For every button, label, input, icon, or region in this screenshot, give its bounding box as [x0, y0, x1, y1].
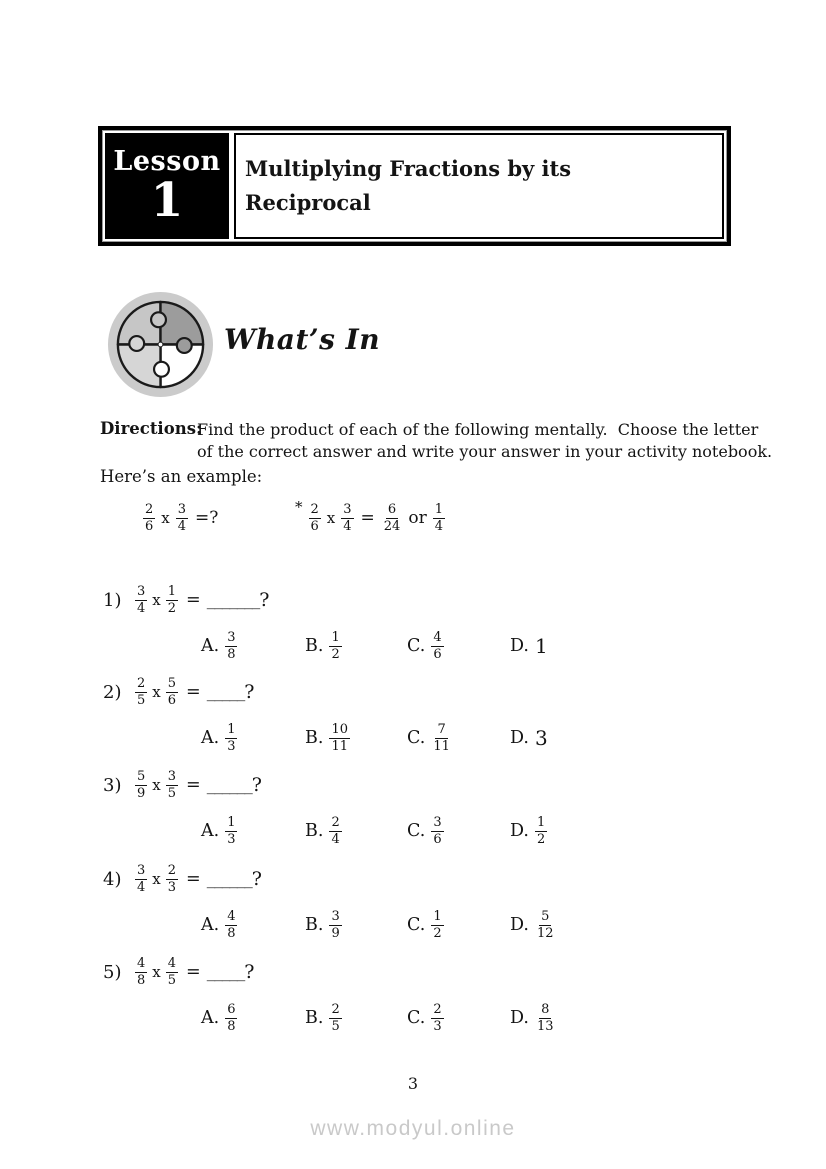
- question-number: 4): [103, 868, 122, 890]
- fraction: $\frac{8}{13}$: [536, 1001, 554, 1034]
- options-row: [103, 624, 728, 668]
- option-b: B. $\frac{3}{9}$: [305, 908, 340, 941]
- directions-line-2: of the correct answer and write your answer in your activity notebook.: [197, 442, 773, 462]
- fraction: $\frac{2}{5}$: [331, 1001, 340, 1034]
- directions-label: Directions:: [100, 419, 203, 438]
- equals-sign: =: [360, 508, 375, 528]
- fraction: $\frac{5}{6}$: [167, 675, 177, 708]
- option-c: C. $\frac{1}{2}$: [407, 908, 442, 941]
- option-a: A. $\frac{4}{8}$: [201, 908, 236, 941]
- answer-blank: _______: [206, 590, 260, 610]
- equals-sign: =: [186, 682, 201, 702]
- directions-text: [197, 419, 772, 464]
- lesson-title-line-1: Multiplying Fractions by its: [245, 156, 572, 182]
- fraction: $\frac{2}{3}$: [433, 1001, 442, 1034]
- whole-number-answer: 1: [534, 634, 548, 658]
- question-line: [103, 763, 728, 807]
- question-line: [103, 857, 728, 901]
- option-d: D. 3: [510, 726, 548, 750]
- fraction: $\frac{1}{2}$: [433, 908, 442, 941]
- fraction: $\frac{1}{2}$: [167, 583, 177, 616]
- equals-sign: =: [186, 869, 201, 889]
- option-b: B. $\frac{2}{4}$: [305, 814, 340, 847]
- fraction: $\frac{5}{9}$: [137, 768, 146, 801]
- question-mark: ?: [259, 589, 270, 611]
- multiply-sign: x: [152, 870, 161, 888]
- equals-sign: =: [186, 962, 201, 982]
- fraction: $\frac{4}{8}$: [137, 955, 146, 988]
- option-b: B. $\frac{1}{2}$: [305, 629, 340, 662]
- option-d: D. $\frac{5}{12}$: [510, 908, 554, 941]
- lesson-title-line-2: Reciprocal: [245, 190, 371, 215]
- options-row: [103, 903, 728, 947]
- fraction: $\frac{4}{5}$: [167, 955, 177, 988]
- options-row: [103, 716, 728, 760]
- question-2: [103, 670, 728, 760]
- option-d: D. 1: [510, 634, 548, 658]
- option-d: D. $\frac{1}{2}$: [510, 814, 546, 847]
- option-b: B. $\frac{10}{11}$: [305, 721, 348, 754]
- fraction: $\frac{2}{4}$: [331, 814, 340, 847]
- question-number: 2): [103, 681, 122, 703]
- options-row: [103, 809, 728, 853]
- example-problem: [143, 496, 218, 540]
- whole-number-answer: 3: [534, 726, 548, 750]
- fraction: $\frac{3}{4}$: [137, 583, 146, 616]
- example-solution: [295, 496, 445, 540]
- asterisk: *: [295, 498, 303, 516]
- question-5: [103, 950, 728, 1040]
- option-a: A. $\frac{1}{3}$: [201, 814, 236, 847]
- fraction: $\frac{2}{6}$: [310, 501, 319, 534]
- fraction: $\frac{1}{3}$: [227, 814, 236, 847]
- multiply-sign: x: [326, 509, 336, 527]
- option-d: D. $\frac{8}{13}$: [510, 1001, 554, 1034]
- question-4: [103, 857, 728, 947]
- fraction: $\frac{3}{6}$: [433, 814, 442, 847]
- answer-blank: _____: [206, 962, 245, 982]
- fraction: $\frac{6}{24}$: [383, 501, 401, 534]
- watermark: www.modyul.online: [310, 1117, 516, 1140]
- question-1: [103, 578, 728, 668]
- question-number: 3): [103, 774, 122, 796]
- answer-blank: _____: [206, 682, 245, 702]
- fraction: $\frac{6}{8}$: [227, 1001, 236, 1034]
- question-mark: ?: [251, 774, 262, 796]
- question-mark: ?: [251, 868, 262, 890]
- question-line: [103, 670, 728, 714]
- fraction: $\frac{2}{6}$: [145, 501, 154, 534]
- question-mark: ?: [244, 681, 255, 703]
- fraction: $\frac{5}{12}$: [536, 908, 554, 941]
- lesson-label: Lesson: [113, 146, 221, 178]
- question-line: [103, 950, 728, 994]
- section-title: What’s In: [224, 323, 381, 356]
- multiply-sign: x: [161, 509, 170, 527]
- answer-blank: ______: [206, 869, 252, 889]
- question-line: [103, 578, 728, 622]
- fraction: $\frac{3}{4}$: [343, 501, 352, 534]
- puzzle-icon: [106, 290, 215, 399]
- option-c: C. $\frac{3}{6}$: [407, 814, 442, 847]
- multiply-sign: x: [152, 963, 161, 981]
- option-b: B. $\frac{2}{5}$: [305, 1001, 340, 1034]
- fraction: $\frac{4}{8}$: [227, 908, 236, 941]
- option-c: C. $\frac{7}{11}$: [407, 721, 450, 754]
- multiply-sign: x: [152, 683, 161, 701]
- equals-question: =?: [195, 508, 219, 528]
- option-c: C. $\frac{2}{3}$: [407, 1001, 442, 1034]
- or-word: or: [408, 508, 427, 528]
- lesson-header: [98, 126, 731, 246]
- lesson-number-box: [105, 133, 229, 239]
- directions: [100, 419, 772, 464]
- lesson-title-box: [234, 133, 724, 239]
- fraction: $\frac{7}{11}$: [433, 721, 450, 754]
- answer-blank: ______: [206, 775, 252, 795]
- option-a: A. $\frac{6}{8}$: [201, 1001, 236, 1034]
- fraction: $\frac{3}{9}$: [331, 908, 340, 941]
- fraction: $\frac{3}{8}$: [227, 629, 236, 662]
- directions-line-1: Find the product of each of the following mentally. Choose the letter: [197, 420, 759, 439]
- multiply-sign: x: [152, 776, 161, 794]
- fraction: $\frac{1}{2}$: [536, 814, 546, 847]
- fraction: $\frac{2}{5}$: [137, 675, 146, 708]
- fraction: $\frac{4}{6}$: [433, 629, 442, 662]
- page-number: 3: [407, 1074, 419, 1093]
- multiply-sign: x: [152, 591, 161, 609]
- example-row: [0, 496, 826, 540]
- fraction: $\frac{1}{4}$: [434, 501, 443, 534]
- option-c: C. $\frac{4}{6}$: [407, 629, 442, 662]
- options-row: [103, 996, 728, 1040]
- question-3: [103, 763, 728, 853]
- lesson-number: 1: [150, 172, 184, 228]
- fraction: $\frac{3}{4}$: [137, 862, 146, 895]
- example-intro: Here’s an example:: [100, 467, 263, 486]
- fraction: $\frac{3}{4}$: [177, 501, 187, 534]
- question-mark: ?: [244, 961, 255, 983]
- question-number: 1): [103, 589, 122, 611]
- fraction: $\frac{2}{3}$: [167, 862, 177, 895]
- question-number: 5): [103, 961, 122, 983]
- fraction: $\frac{10}{11}$: [331, 721, 348, 754]
- option-a: A. $\frac{3}{8}$: [201, 629, 236, 662]
- fraction: $\frac{1}{3}$: [227, 721, 236, 754]
- fraction: $\frac{1}{2}$: [331, 629, 340, 662]
- fraction: $\frac{3}{5}$: [167, 768, 177, 801]
- option-a: A. $\frac{1}{3}$: [201, 721, 236, 754]
- equals-sign: =: [186, 775, 201, 795]
- equals-sign: =: [186, 590, 201, 610]
